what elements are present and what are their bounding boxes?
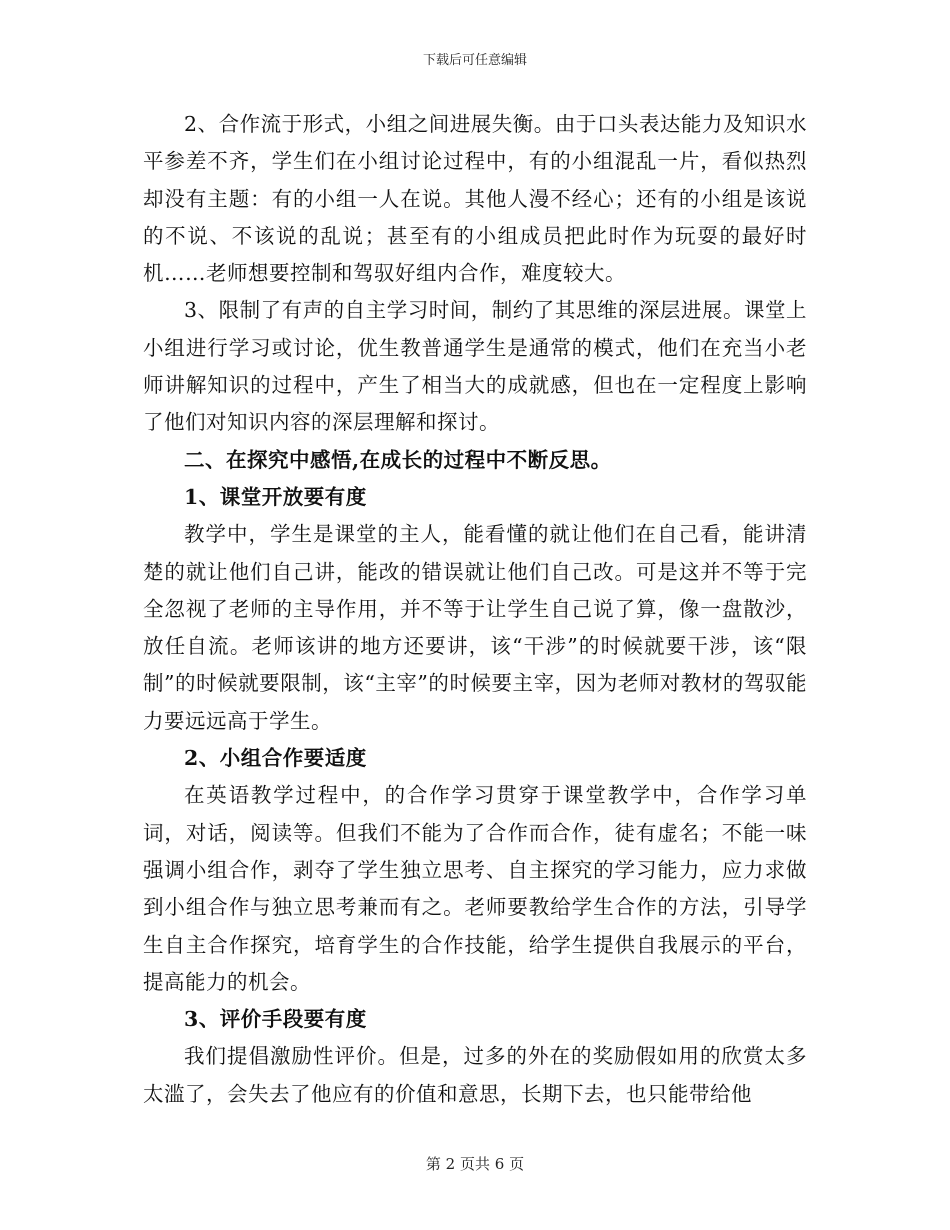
subheading-evaluation: 3、评价手段要有度 bbox=[184, 1007, 367, 1032]
paragraph-group-cooperation: 在英语教学过程中，的合作学习贯穿于课堂教学中，合作学习单词，对话，阅读等。但我们不能为了合作而合作，徒有虚名；不能一味强调小组合作，剥夺了学生独立思考、自主探究的学习能力，应力求做到小组合作与独立思考兼而有之。老师要教给学生合作的方法，引导学生自主合作探究，培育学生的合作技能，给学生提供自我展示的平台，提高能力的机会。 bbox=[143, 783, 807, 994]
page-header: 下载后可任意编辑 bbox=[422, 53, 527, 68]
document-body bbox=[143, 106, 807, 1113]
paragraph-cooperation-formality: 2、合作流于形式，小组之间进展失衡。由于口头表达能力及知识水平参差不齐，学生们在小组讨论过程中，有的小组混乱一片，看似热烈却没有主题：有的小组一人在说。其他人漫不经心；还有的小组是该说的不说、不该说的乱说；甚至有的小组成员把此时作为玩耍的最好时机……老师想要控制和驾驭好组内合作，难度较大。 bbox=[143, 112, 807, 286]
section-heading: 二、在探究中感悟,在成长的过程中不断反思。 bbox=[184, 447, 612, 472]
paragraph-limited-study-time: 3、限制了有声的自主学习时间，制约了其思维的深层进展。课堂上小组进行学习或讨论，优生教普通学生是通常的模式，他们在充当小老师讲解知识的过程中，产生了相当大的成就感，但也在一定程度上影响了他们对知识内容的深层理解和探讨。 bbox=[143, 298, 807, 435]
subheading-group-cooperation: 2、小组合作要适度 bbox=[184, 746, 367, 771]
paragraph-evaluation: 我们提倡激励性评价。但是，过多的外在的奖励假如用的欣赏太多太滥了，会失去了他应有的价值和意思，长期下去，也只能带给他 bbox=[143, 1044, 807, 1106]
page-number: 第 2 页共 6 页 bbox=[425, 1155, 525, 1173]
subheading-classroom-openness: 1、课堂开放要有度 bbox=[184, 484, 367, 509]
paragraph-classroom-openness: 教学中，学生是课堂的主人，能看懂的就让他们在自己看，能讲清楚的就让他们自己讲，能改的错误就让他们自己改。可是这并不等于完全忽视了老师的主导作用，并不等于让学生自己说了算，像一盘散沙，放任自流。老师该讲的地方还要讲，该“干涉”的时候就要干涉，该“限制”的时候就要限制，该“主宰”的时候要主宰，因为老师对教材的驾驭能力要远远高于学生。 bbox=[143, 522, 807, 733]
